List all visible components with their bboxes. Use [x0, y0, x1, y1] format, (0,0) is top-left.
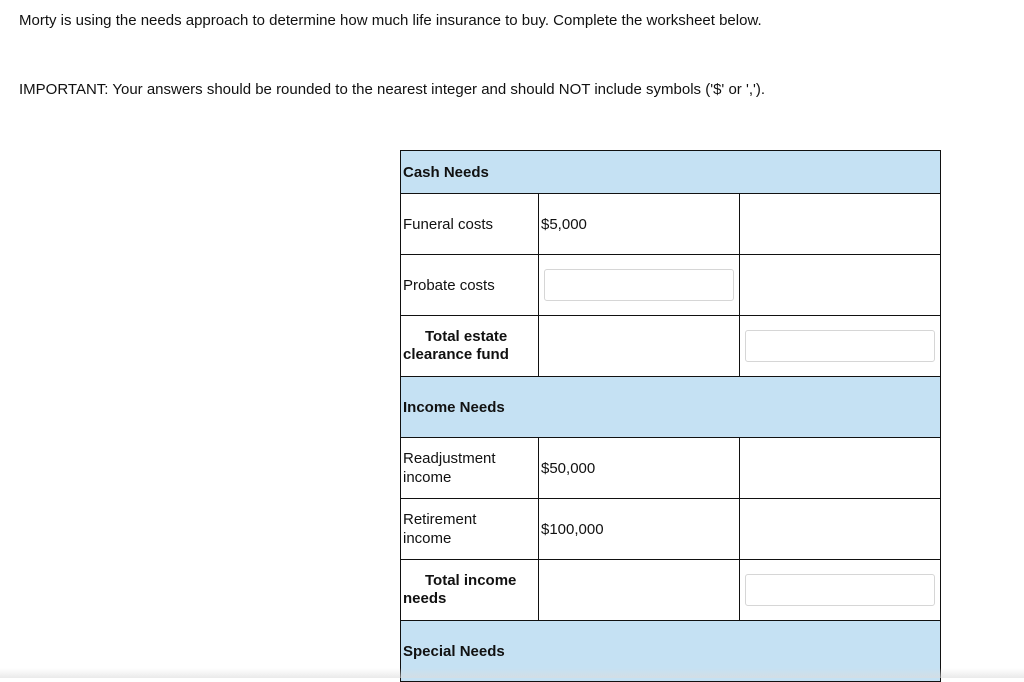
readjustment-income-label-line1: Readjustment — [403, 449, 536, 468]
total-estate-clearance-label — [401, 316, 539, 377]
total-estate-clearance-label-line2: clearance fund — [403, 346, 536, 364]
retirement-income-label — [401, 499, 539, 560]
retirement-income-label-line2: income — [403, 529, 536, 548]
cash-needs-header-row — [401, 151, 941, 194]
total-estate-clearance-input[interactable] — [745, 330, 935, 362]
funeral-costs-total-cell — [740, 194, 941, 255]
probate-costs-label: Probate costs — [401, 255, 539, 316]
question-prompt: Morty is using the needs approach to determine how much life insurance to buy. Complete the worksheet below. — [19, 12, 762, 30]
total-estate-clearance-cell — [740, 316, 941, 377]
total-income-needs-label — [401, 560, 539, 621]
total-income-needs-cell — [740, 560, 941, 621]
bottom-scroll-fade — [0, 668, 1024, 678]
total-income-needs-label-line2: needs — [403, 590, 536, 608]
total-income-needs-input[interactable] — [745, 574, 935, 606]
probate-costs-cell — [539, 255, 740, 316]
needs-worksheet-table — [400, 150, 941, 682]
total-income-needs-row — [401, 560, 941, 621]
retirement-income-row — [401, 499, 941, 560]
total-income-needs-amount-cell — [539, 560, 740, 621]
important-note: IMPORTANT: Your answers should be rounded to the nearest integer and should NOT include symbols ('$' or ','). — [19, 81, 765, 99]
total-income-needs-label-line1: Total income — [403, 572, 536, 590]
total-estate-clearance-row — [401, 316, 941, 377]
probate-costs-total-cell — [740, 255, 941, 316]
total-estate-clearance-amount-cell — [539, 316, 740, 377]
retirement-income-label-line1: Retirement — [403, 510, 536, 529]
retirement-income-total-cell — [740, 499, 941, 560]
total-estate-clearance-label-line1: Total estate — [403, 328, 536, 346]
readjustment-income-label-line2: income — [403, 468, 536, 487]
probate-costs-row — [401, 255, 941, 316]
cash-needs-header: Cash Needs — [401, 151, 941, 194]
readjustment-income-value: $50,000 — [539, 438, 740, 499]
retirement-income-value: $100,000 — [539, 499, 740, 560]
funeral-costs-label: Funeral costs — [401, 194, 539, 255]
income-needs-header: Income Needs — [401, 377, 941, 438]
readjustment-income-total-cell — [740, 438, 941, 499]
readjustment-income-label — [401, 438, 539, 499]
income-needs-header-row — [401, 377, 941, 438]
special-needs-header: Special Needs — [401, 621, 941, 682]
funeral-costs-value: $5,000 — [539, 194, 740, 255]
probate-costs-input[interactable] — [544, 269, 734, 301]
funeral-costs-row — [401, 194, 941, 255]
readjustment-income-row — [401, 438, 941, 499]
